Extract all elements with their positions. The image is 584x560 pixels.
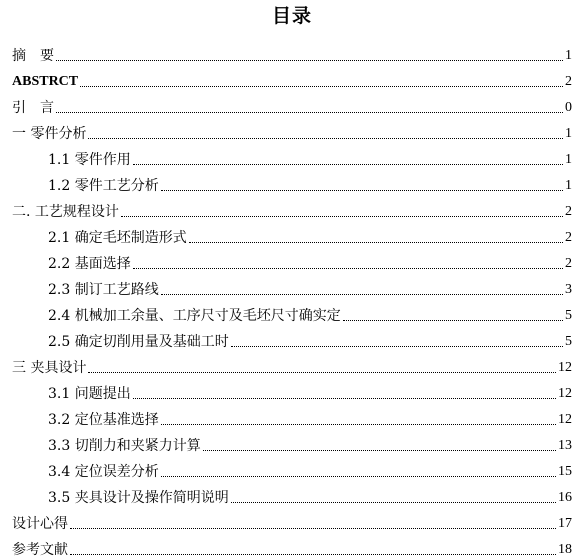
toc-dot-leader	[80, 85, 563, 87]
toc-entry-page-number: 12	[558, 412, 572, 427]
toc-entry[interactable]	[48, 378, 572, 404]
toc-dot-leader	[161, 423, 556, 425]
toc-entry-label: 2.4 机械加工余量、工序尺寸及毛坯尺寸确实定	[48, 308, 341, 324]
toc-entry[interactable]	[48, 274, 572, 300]
toc-dot-leader	[56, 59, 563, 61]
toc-entry-page-number: 5	[565, 308, 572, 323]
toc-entry[interactable]	[12, 66, 572, 92]
toc-entry-label: 设计心得	[12, 516, 68, 532]
toc-dot-leader	[56, 111, 563, 113]
toc-entry-label: 2.2 基面选择	[48, 256, 131, 272]
toc-entry-page-number: 15	[558, 464, 572, 479]
toc-entry[interactable]	[12, 196, 572, 222]
toc-entry[interactable]	[48, 144, 572, 170]
toc-entry-label: 3.2 定位基准选择	[48, 412, 159, 428]
toc-entry[interactable]	[48, 222, 572, 248]
toc-entry-page-number: 16	[558, 490, 572, 505]
toc-entry-page-number: 13	[558, 438, 572, 453]
toc-entry-label: 3.5 夹具设计及操作简明说明	[48, 490, 229, 506]
toc-dot-leader	[133, 163, 563, 165]
toc-entry[interactable]	[48, 430, 572, 456]
toc-entry-label: 2.1 确定毛坯制造形式	[48, 230, 187, 246]
toc-entry-page-number: 2	[565, 74, 572, 89]
toc-entry[interactable]	[12, 118, 572, 144]
toc-entry-page-number: 2	[565, 256, 572, 271]
toc-entry-label: 3.3 切削力和夹紧力计算	[48, 438, 201, 454]
toc-entry-label: 引 言	[12, 100, 54, 116]
toc-entry-label: 1.1 零件作用	[48, 152, 131, 168]
toc-entry[interactable]	[48, 482, 572, 508]
toc-entry[interactable]	[48, 456, 572, 482]
toc-dot-leader	[231, 345, 563, 347]
toc-dot-leader	[161, 475, 556, 477]
toc-entry-label: 三 夹具设计	[12, 360, 87, 376]
toc-entry-label: 2.3 制订工艺路线	[48, 282, 159, 298]
toc-entry[interactable]	[48, 300, 572, 326]
toc-dot-leader	[203, 449, 556, 451]
toc-dot-leader	[88, 371, 556, 373]
toc-entry[interactable]	[48, 326, 572, 352]
toc-entry-label: 1.2 零件工艺分析	[48, 178, 159, 194]
toc-title: 目录	[271, 5, 312, 27]
toc-dot-leader	[133, 397, 556, 399]
toc-entry[interactable]	[12, 40, 572, 66]
toc-dot-leader	[189, 241, 563, 243]
toc-entry-label: 参考文献	[12, 542, 68, 558]
toc-dot-leader	[161, 293, 563, 295]
toc-dot-leader	[88, 137, 563, 139]
toc-entry-page-number: 2	[565, 204, 572, 219]
toc-entry[interactable]	[48, 170, 572, 196]
toc-entry-label: 3.4 定位误差分析	[48, 464, 159, 480]
toc-entry-label: 二. 工艺规程设计	[12, 204, 119, 220]
toc-dot-leader	[343, 319, 563, 321]
toc-entry-page-number: 2	[565, 230, 572, 245]
toc-entry-label: 摘 要	[12, 48, 54, 64]
toc-entry[interactable]	[12, 534, 572, 560]
toc-entry-page-number: 0	[565, 100, 572, 115]
toc-entry[interactable]	[48, 248, 572, 274]
toc-entry[interactable]	[12, 352, 572, 378]
toc-entry[interactable]	[12, 508, 572, 534]
toc-dot-leader	[70, 553, 556, 555]
toc-entry-page-number: 18	[558, 542, 572, 557]
toc-entry-label: 一 零件分析	[12, 126, 87, 142]
toc-entry-page-number: 1	[565, 48, 572, 63]
toc-entry[interactable]	[48, 404, 572, 430]
toc-entry-page-number: 1	[565, 126, 572, 141]
toc-entry-label: ABSTRCT	[12, 74, 79, 89]
toc-entry-page-number: 5	[565, 334, 572, 349]
toc-entry-page-number: 12	[558, 386, 572, 401]
toc-entry-page-number: 17	[558, 516, 572, 531]
toc-entry-page-number: 1	[565, 152, 572, 167]
toc-dot-leader	[70, 527, 556, 529]
toc-dot-leader	[121, 215, 563, 217]
toc-dot-leader	[133, 267, 563, 269]
toc-dot-leader	[161, 189, 563, 191]
toc-entry-page-number: 3	[565, 282, 572, 297]
toc-entry-label: 3.1 问题提出	[48, 386, 131, 402]
toc-dot-leader	[231, 501, 556, 503]
toc-entry-page-number: 12	[558, 360, 572, 375]
toc-entry-page-number: 1	[565, 178, 572, 193]
toc-entry-label: 2.5 确定切削用量及基础工时	[48, 334, 229, 350]
toc-entry[interactable]	[12, 92, 572, 118]
